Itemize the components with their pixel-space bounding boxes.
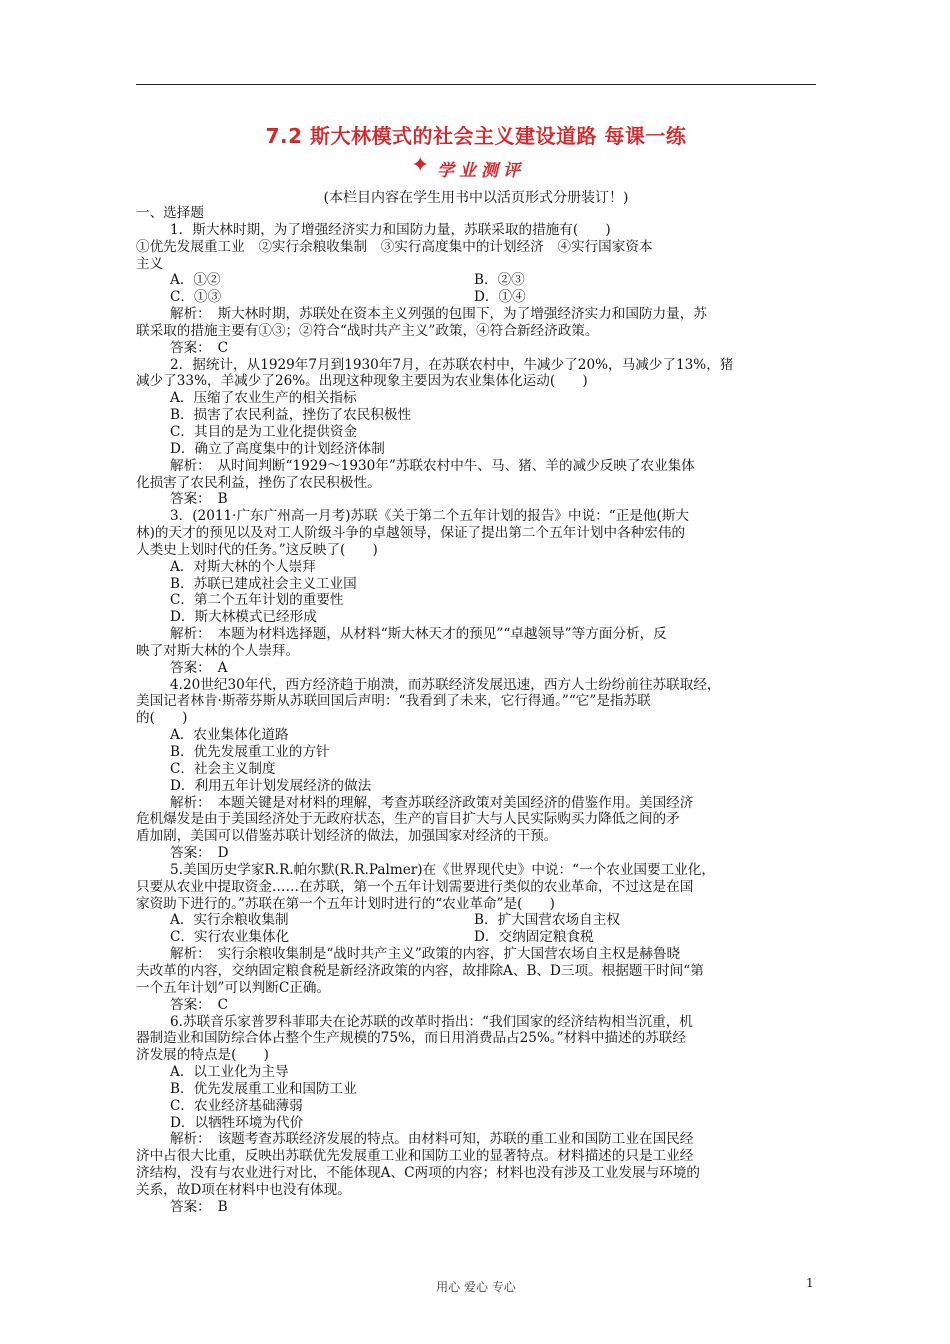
analysis: 解析： 实行余粮收集制是“战时共产主义”政策的内容，扩大国营农场自主权是赫鲁晓 — [170, 946, 681, 963]
question-stem: 减少了33%，羊减少了26%。出现这种现象主要因为农业集体化运动( ) — [136, 373, 588, 390]
question-stem: 的( ) — [136, 710, 188, 727]
analysis: 盾加剧，美国可以借鉴苏联计划经济的做法，加强国家对经济的干预。 — [136, 828, 558, 845]
option-b: B．苏联已建成社会主义工业国 — [170, 575, 357, 592]
option-d: D．斯大林模式已经形成 — [170, 609, 317, 626]
option-row — [136, 929, 820, 946]
question-stem: 只要从农业中提取资金……在苏联，第一个五年计划需要进行类似的农业革命，不过这是在国 — [136, 878, 694, 895]
analysis: 危机爆发是由于美国经济处于无政府状态，生产的盲目扩大与人民实际购买力降低之间的矛 — [136, 811, 680, 828]
page-title: 7.2 斯大林模式的社会主义建设道路 每课一练 — [265, 124, 687, 148]
analysis: 关系，故D项在材料中也没有体现。 — [136, 1181, 351, 1198]
analysis: 济结构，没有与农业进行对比，不能体现A、C两项的内容；材料也没有涉及工业发展与环境的 — [136, 1165, 700, 1182]
analysis: 映了对斯大林的个人崇拜。 — [136, 642, 300, 659]
option-c: C．实行农业集体化 — [170, 929, 290, 946]
answer: 答案： B — [170, 1198, 228, 1215]
person-icon: ✦ — [411, 153, 430, 178]
question-stem: 济发展的特点是( ) — [136, 1047, 269, 1064]
option-d: D．以牺牲环境为代价 — [170, 1114, 304, 1131]
question-stem: 人类史上划时代的任务。”这反映了( ) — [136, 541, 378, 558]
question-stem: 4.20世纪30年代，西方经济趋于崩溃，而苏联经济发展迅速，西方人士纷纷前往苏联取经， — [170, 676, 721, 693]
analysis: 一个五年计划”可以判断C正确。 — [136, 979, 331, 996]
question-stem: 家资助下进行的。”苏联在第一个五年计划时进行的“农业革命”是( ) — [136, 895, 555, 912]
question-items: 主义 — [136, 255, 164, 272]
option-a: A．压缩了农业生产的相关指标 — [170, 390, 357, 407]
option-c: C．其目的是为工业化提供资金 — [170, 423, 358, 440]
option-a: A．①② — [170, 272, 221, 289]
option-a: A．对斯大林的个人崇拜 — [170, 558, 316, 575]
answer: 答案： A — [170, 659, 228, 676]
analysis: 济中占很大比重，反映出苏联优先发展重工业和国防工业的显著特点。材料描述的只是工业经 — [136, 1148, 694, 1165]
section-logo — [411, 153, 549, 183]
analysis: 解析： 从时间判断“1929～1930年”苏联农村中牛、马、猪、羊的减少反映了农业集体 — [170, 457, 695, 474]
analysis: 解析： 斯大林时期，苏联处在资本主义列强的包围下，为了增强经济实力和国防力量，苏 — [170, 306, 707, 323]
analysis: 解析： 该题考查苏联经济发展的特点。由材料可知，苏联的重工业和国防工业在国民经 — [170, 1131, 694, 1148]
document-body — [136, 205, 820, 1216]
option-c: C．第二个五年计划的重要性 — [170, 592, 344, 609]
option-c: C．社会主义制度 — [170, 760, 276, 777]
question-stem: 3．(2011·广东广州高一月考)苏联《关于第二个五年计划的报告》中说：“正是他(斯大 — [170, 508, 690, 525]
option-d: D．确立了高度集中的计划经济体制 — [170, 440, 385, 457]
option-a: A．实行余粮收集制 — [170, 912, 289, 929]
answer: 答案： C — [170, 339, 228, 356]
section-heading: 一、选择题 — [136, 205, 204, 221]
option-row — [136, 272, 820, 289]
option-row — [136, 912, 820, 929]
page-number: 1 — [806, 1276, 814, 1290]
option-b: B．扩大国营农场自主权 — [474, 912, 620, 929]
option-d: D．①④ — [474, 289, 526, 306]
option-c: C．农业经济基础薄弱 — [170, 1097, 303, 1114]
analysis: 夫改革的内容，交纳固定粮食税是新经济政策的内容，故排除A、B、D三项。根据题干时间“第 — [136, 962, 704, 979]
question-stem: 美国记者林肯·斯蒂芬斯从苏联回国后声明：“我看到了未来，它行得通。”“它”是指苏联 — [136, 693, 651, 710]
option-b: B．优先发展重工业和国防工业 — [170, 1080, 357, 1097]
answer: 答案： D — [170, 845, 229, 862]
option-d: D．利用五年计划发展经济的做法 — [170, 777, 372, 794]
analysis: 解析： 本题为材料选择题，从材料“斯大林天才的预见”“卓越领导”等方面分析，反 — [170, 626, 667, 643]
header-rule — [136, 84, 816, 85]
question-stem: 2．据统计，从1929年7月到1930年7月，在苏联农村中，牛减少了20%，马减少了13%，猪 — [170, 356, 734, 373]
logo-text: 学业测评 — [437, 161, 525, 181]
option-b: B．②③ — [474, 272, 525, 289]
subtitle: (本栏目内容在学生用书中以活页形式分册装订！) — [323, 190, 629, 206]
option-row — [136, 289, 820, 306]
question-stem: 6.苏联音乐家普罗科菲耶夫在论苏联的改革时指出：“我们国家的经济结构相当沉重，机 — [170, 1013, 693, 1030]
question-items: ①优先发展重工业 ②实行余粮收集制 ③实行高度集中的计划经济 ④实行国家资本 — [136, 238, 653, 255]
question-stem: 器制造业和国防综合体占整个生产规模的75%，而日用消费品占25%。”材料中描述的苏联经 — [136, 1030, 686, 1047]
option-a: A．以工业化为主导 — [170, 1064, 289, 1081]
analysis: 联采取的措施主要有①③；②符合“战时共产主义”政策，④符合新经济政策。 — [136, 322, 599, 339]
question-stem: 1．斯大林时期，为了增强经济实力和国防力量，苏联采取的措施有( ) — [170, 221, 611, 238]
page-footer: 用心 爱心 专心 — [436, 1280, 516, 1294]
option-c: C．①③ — [170, 289, 222, 306]
answer: 答案： C — [170, 996, 228, 1013]
question-stem: 5.美国历史学家R.R.帕尔默(R.R.Palmer)在《世界现代史》中说：“一个农业国要工业化， — [170, 861, 715, 878]
option-d: D．交纳固定粮食税 — [474, 929, 594, 946]
option-a: A．农业集体化道路 — [170, 727, 289, 744]
option-b: B．损害了农民利益，挫伤了农民积极性 — [170, 407, 412, 424]
analysis: 解析： 本题关键是对材料的理解，考查苏联经济政策对美国经济的借鉴作用。美国经济 — [170, 794, 694, 811]
answer: 答案： B — [170, 491, 228, 508]
option-b: B．优先发展重工业的方针 — [170, 744, 330, 760]
analysis: 化损害了农民利益，挫伤了农民积极性。 — [136, 474, 381, 491]
question-stem: 林)的天才的预见以及对工人阶级斗争的卓越领导，保证了提出第二个五年计划中各种宏伟的 — [136, 525, 686, 542]
